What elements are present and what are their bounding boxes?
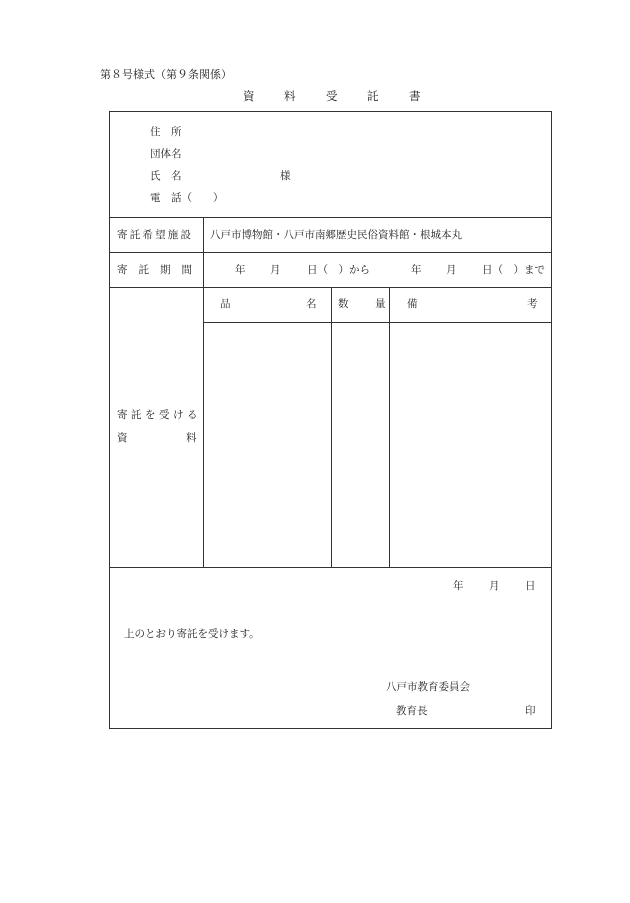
divider-materials (110, 567, 551, 568)
divider-columns-header (203, 322, 551, 323)
column-header-quantity-a: 数 (338, 298, 349, 310)
education-board-name: 八戸市教育委員会 (386, 681, 470, 693)
period-label: 寄託期間 (117, 264, 203, 276)
footer-day: 日 (525, 580, 536, 592)
superintendent-label: 教育長 (396, 705, 428, 717)
divider-applicant (110, 217, 551, 218)
title-char-4: 託 (367, 89, 379, 103)
acceptance-statement: 上のとおり寄託を受けます。 (124, 628, 260, 640)
title-char-3: 受 (326, 89, 338, 103)
period-start-day: 日（ ）から (307, 264, 370, 276)
group-name-label: 団体名 (150, 148, 182, 160)
divider-facility (110, 252, 551, 253)
column-header-item-name-b: 名 (306, 298, 317, 310)
divider-label-column (203, 217, 204, 567)
name-label: 氏 名 (150, 170, 182, 182)
form-number: 第８号様式（第９条関係） (100, 68, 232, 81)
period-start-month: 月 (270, 264, 281, 276)
title-char-1: 資 (243, 89, 255, 103)
period-end-month: 月 (446, 264, 457, 276)
footer-year: 年 (453, 580, 464, 592)
title-char-5: 書 (409, 89, 421, 103)
column-header-item-name-a: 品 (220, 298, 231, 310)
column-header-remarks-b: 考 (527, 298, 538, 310)
honorific-sama: 様 (280, 170, 291, 182)
form-table (109, 111, 552, 729)
facility-label: 寄託希望施設 (117, 229, 194, 241)
period-start-year: 年 (235, 264, 246, 276)
phone-label: 電 話（ ） (150, 192, 224, 204)
materials-label-line2-b: 料 (186, 432, 197, 444)
materials-label-line1: 寄託を受ける (117, 409, 201, 421)
footer-month: 月 (489, 580, 500, 592)
period-end-year: 年 (411, 264, 422, 276)
address-label: 住 所 (150, 126, 182, 138)
period-end-day: 日（ ）まで (482, 264, 545, 276)
facility-value: 八戸市博物館・八戸市南郷歴史民俗資料館・根城本丸 (210, 229, 462, 241)
column-header-quantity-b: 量 (375, 298, 386, 310)
divider-qty-remarks (389, 287, 390, 567)
column-header-remarks-a: 備 (407, 298, 418, 310)
divider-name-qty (331, 287, 332, 567)
materials-label-line2-a: 資 (117, 432, 128, 444)
title-char-2: 料 (284, 89, 296, 103)
seal-mark: 印 (525, 705, 536, 717)
